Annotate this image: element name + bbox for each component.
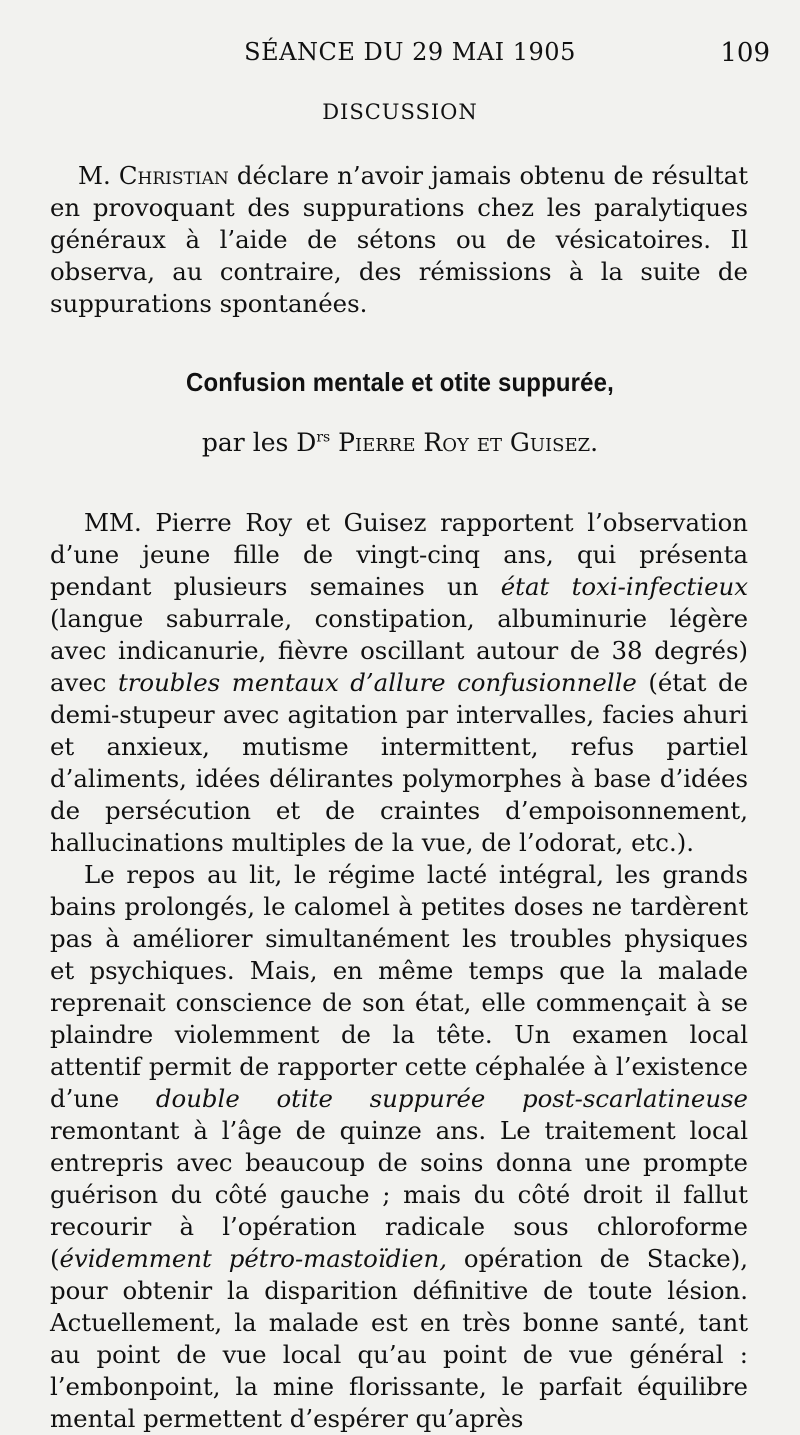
- discussion-text: déclare n’avoir jamais obtenu de résultat en provoquant des suppurations chez les paralytiques généraux à l’aide de sétons ou de vésicatoires. Il observa, au contraire, des rémissions à la suite de suppurations spontanées.: [50, 161, 748, 318]
- article-authors: [0, 428, 800, 457]
- italic-run: troubles mentaux d’allure confusionnelle: [117, 668, 637, 697]
- discussion-speaker: M. Christian: [78, 161, 229, 190]
- discussion-paragraph: [50, 160, 748, 320]
- text-run: opération de Stacke), pour obtenir la disparition définitive de toute lésion. Actuellement, la malade est en très bonne santé, tant au point de vue local qu’au point de vue général : l’embonpoint, la mine florissante, le parfait équilibre mental permettent d’espérer qu’après: [50, 1244, 748, 1433]
- article-paragraph-1: [50, 507, 748, 859]
- running-head-date: 29 MAI 1905: [412, 38, 576, 66]
- page-header: [50, 38, 770, 72]
- article-body: [50, 507, 748, 1435]
- running-head-prefix: SÉANCE DU: [244, 38, 404, 66]
- italic-run: double otite suppurée post-scarlatineuse: [155, 1084, 748, 1113]
- authors-prefix: par les D: [201, 428, 317, 457]
- article-title: Confusion mentale et otite suppurée,: [186, 367, 614, 397]
- authors-names: Pierre Roy et Guisez.: [330, 428, 599, 457]
- italic-run: évidemment pétro-mastoïdien,: [59, 1244, 447, 1273]
- authors-sup: rs: [316, 429, 331, 446]
- text-run: (langue saburrale, constipation, albuminurie légère avec indicanurie, fièvre oscillant autour de 38 degrés) avec: [50, 604, 748, 697]
- discussion-heading: DISCUSSION: [322, 100, 478, 124]
- text-run: MM. Pierre Roy et Guisez rapportent l’observation d’une jeune fille de vingt-cinq ans, qui présenta pendant plusieurs semaines un: [50, 508, 748, 601]
- page-number: 109: [720, 38, 770, 68]
- text-run: remontant à l’âge de quinze ans. Le traitement local entrepris avec beaucoup de soins donna une prompte guérison du côté gauche ; mais du côté droit il fallut recourir à l’opération radicale sous chloroforme (: [50, 1116, 748, 1273]
- italic-run: état toxi-infectieux: [500, 572, 748, 601]
- text-run: Le repos au lit, le régime lacté intégral, les grands bains prolongés, le calomel à petites doses ne tardèrent pas à améliorer simultanément les troubles physiques et psychiques. Mais, en même temps que la malade reprenait conscience de son état, elle commençait à se plaindre violemment de la tête. Un examen local attentif permit de rapporter cette céphalée à l’existence d’une: [50, 860, 748, 1113]
- running-head: [50, 38, 770, 66]
- text-run: (état de demi-stupeur avec agitation par intervalles, facies ahuri et anxieux, mutisme intermittent, refus partiel d’aliments, idées délirantes polymorphes à base d’idées de persécution et de craintes d’empoisonnement, hallucinations multiples de la vue, de l’odorat, etc.).: [50, 668, 749, 857]
- article-paragraph-2: [50, 859, 748, 1435]
